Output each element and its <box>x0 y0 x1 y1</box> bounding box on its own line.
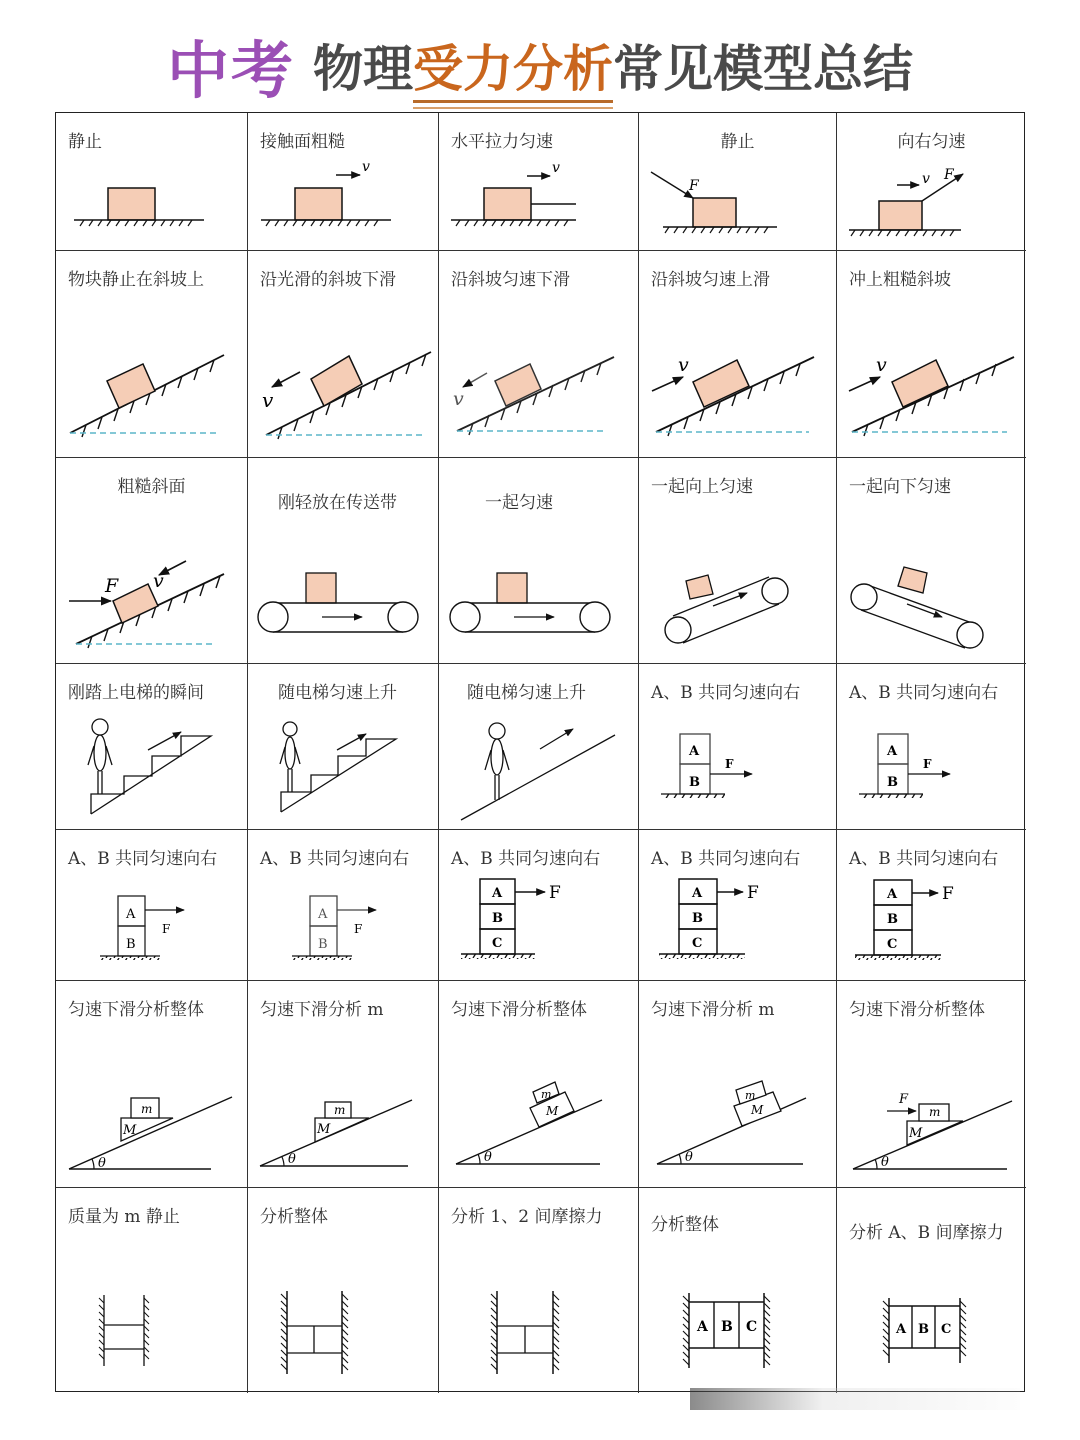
cell-r5c4 <box>639 830 837 981</box>
block-slide-down-figure <box>248 251 439 458</box>
svg-text:m: m <box>541 1088 552 1101</box>
cell-label: 分析 1、2 间摩擦力 <box>451 1207 603 1227</box>
svg-text:F: F <box>899 1092 909 1107</box>
cell-label: 分析 A、B 间摩擦力 <box>849 1223 1004 1243</box>
svg-text:F: F <box>923 757 932 771</box>
m-on-M-tilted-figure <box>639 981 837 1188</box>
escalator-direction-arrow-icon <box>540 729 573 749</box>
svg-text:F: F <box>549 883 561 903</box>
cell-label: 刚踏上电梯的瞬间 <box>68 683 204 703</box>
svg-text:θ: θ <box>881 1155 889 1170</box>
cell-r1c4 <box>639 113 837 251</box>
cell-label: 随电梯匀速上升 <box>467 683 586 703</box>
velocity-arrow-icon <box>463 373 487 387</box>
ABC-between-walls-figure <box>837 1188 1026 1393</box>
person-on-escalator-figure <box>248 664 439 830</box>
svg-text:B: B <box>318 937 328 952</box>
cell-label: 分析整体 <box>651 1215 719 1235</box>
svg-text:F: F <box>725 757 734 771</box>
svg-text:B: B <box>721 1319 733 1335</box>
svg-text:A: A <box>887 887 898 902</box>
cell-label: 静止 <box>68 132 102 152</box>
cell-label: 质量为 m 静止 <box>68 1207 180 1227</box>
cell-label: 一起向上匀速 <box>651 477 753 497</box>
block-pulled-up-figure <box>837 113 1026 251</box>
block-rush-up-figure <box>837 251 1026 458</box>
svg-text:A: A <box>887 744 898 759</box>
stacked-AB-figure <box>639 664 837 830</box>
cell-label: A、B 共同匀速向右 <box>651 683 801 703</box>
stacked-AB-figure <box>837 664 1026 830</box>
cell-label: 一起匀速 <box>485 493 553 513</box>
cell-label: A、B 共同匀速向右 <box>849 683 999 703</box>
ABC-between-walls-figure <box>639 1188 837 1393</box>
svg-text:M: M <box>909 1126 923 1141</box>
svg-text:B: B <box>126 937 136 952</box>
svg-text:v: v <box>262 388 274 412</box>
svg-text:F: F <box>689 178 699 194</box>
svg-text:M: M <box>751 1103 764 1117</box>
person-on-ramp-figure <box>439 664 639 830</box>
svg-text:m: m <box>745 1089 756 1102</box>
cell-r2c4 <box>639 251 837 458</box>
downward-conveyor-figure <box>837 458 1026 664</box>
cell-r1c1 <box>56 113 248 251</box>
block-rope-figure <box>439 113 639 251</box>
stacked-AB-force-on-A-figure <box>56 830 248 981</box>
m-on-M-with-force-figure <box>837 981 1026 1188</box>
cell-label: 接触面粗糙 <box>260 132 345 152</box>
svg-text:θ: θ <box>484 1150 492 1165</box>
cell-r4c5 <box>837 664 1026 830</box>
svg-text:v: v <box>153 570 164 592</box>
svg-text:v: v <box>678 354 689 376</box>
cell-label: 静止 <box>720 132 755 152</box>
cell-r3c1 <box>56 458 248 664</box>
block-velocity-right-figure <box>248 113 439 251</box>
m-on-M-incline-figure <box>248 981 439 1188</box>
svg-text:θ: θ <box>685 1150 693 1165</box>
escalator-direction-arrow-icon <box>148 732 181 750</box>
svg-text:C: C <box>746 1319 758 1335</box>
cell-label: A、B 共同匀速向右 <box>849 849 999 869</box>
svg-text:F: F <box>162 922 171 936</box>
block-slide-up-figure <box>639 251 837 458</box>
cell-label: 物块静止在斜坡上 <box>68 270 204 290</box>
svg-text:v: v <box>453 388 464 410</box>
cell-r3c4 <box>639 458 837 664</box>
cell-r6c2 <box>248 981 439 1188</box>
svg-text:B: B <box>887 912 898 927</box>
cell-r7c4 <box>639 1188 837 1393</box>
horizontal-conveyor-figure <box>439 458 639 664</box>
block-on-incline-figure <box>56 251 248 458</box>
two-blocks-between-walls-figure <box>248 1188 439 1393</box>
title-rest: 常见模型总结 <box>613 40 913 98</box>
cell-r3c2 <box>248 458 439 664</box>
svg-text:B: B <box>492 911 503 926</box>
svg-text:A: A <box>126 907 136 922</box>
cell-r1c2 <box>248 113 439 251</box>
cell-r6c4 <box>639 981 837 1188</box>
svg-text:θ: θ <box>98 1156 106 1171</box>
cell-r6c5 <box>837 981 1026 1188</box>
cell-r6c3 <box>439 981 639 1188</box>
cell-r3c3 <box>439 458 639 664</box>
svg-text:B: B <box>689 775 700 790</box>
page-title <box>0 22 1080 108</box>
m-on-M-incline-figure <box>56 981 248 1188</box>
velocity-arrow-icon <box>849 377 880 391</box>
svg-text:M: M <box>317 1122 331 1137</box>
cell-label: 随电梯匀速上升 <box>278 683 397 703</box>
cell-r5c3 <box>439 830 639 981</box>
block-on-ground-figure <box>56 113 248 251</box>
svg-text:C: C <box>887 937 898 952</box>
svg-text:v: v <box>876 354 887 376</box>
stacked-ABC-figure <box>639 830 837 981</box>
cell-r2c5 <box>837 251 1026 458</box>
cell-label: 沿光滑的斜坡下滑 <box>260 270 396 290</box>
cell-r4c1 <box>56 664 248 830</box>
svg-text:B: B <box>887 775 898 790</box>
svg-text:m: m <box>929 1105 941 1119</box>
horizontal-conveyor-figure <box>248 458 439 664</box>
svg-text:F: F <box>747 883 759 903</box>
svg-text:m: m <box>334 1103 346 1117</box>
title-exam: 中考 <box>166 33 295 107</box>
upward-conveyor-figure <box>639 458 837 664</box>
cell-r5c5 <box>837 830 1026 981</box>
cell-r7c5 <box>837 1188 1026 1393</box>
svg-text:v: v <box>362 159 370 175</box>
svg-text:F: F <box>942 884 954 904</box>
block-pushed-figure <box>639 113 837 251</box>
two-blocks-between-walls-figure <box>439 1188 639 1393</box>
svg-text:C: C <box>941 1322 952 1337</box>
cell-label: 沿斜坡匀速上滑 <box>651 270 770 290</box>
cell-label: 匀速下滑分析整体 <box>849 1000 985 1020</box>
cell-label: 冲上粗糙斜坡 <box>849 270 951 290</box>
svg-text:M: M <box>546 1104 559 1118</box>
cell-label: 粗糙斜面 <box>117 477 186 497</box>
cell-r1c5 <box>837 113 1026 251</box>
svg-text:A: A <box>692 886 703 901</box>
title-subject: 物理 <box>313 40 413 98</box>
cell-r7c3 <box>439 1188 639 1393</box>
cell-label: 一起向下匀速 <box>849 477 951 497</box>
cell-label: A、B 共同匀速向右 <box>651 849 801 869</box>
block-uniform-down-figure <box>439 251 639 458</box>
svg-text:B: B <box>692 911 703 926</box>
cell-label: A、B 共同匀速向右 <box>451 849 601 869</box>
velocity-arrow-icon <box>652 377 683 391</box>
svg-text:C: C <box>492 936 503 951</box>
svg-text:F: F <box>354 922 363 936</box>
cell-label: 匀速下滑分析 m <box>651 1000 775 1020</box>
velocity-arrow-icon <box>272 372 300 387</box>
cell-r6c1 <box>56 981 248 1188</box>
svg-text:v: v <box>922 171 930 187</box>
stacked-ABC-figure <box>837 830 1026 981</box>
cell-label: 刚轻放在传送带 <box>278 493 397 513</box>
cell-r2c3 <box>439 251 639 458</box>
cell-label: 分析整体 <box>260 1207 328 1227</box>
cell-r5c1 <box>56 830 248 981</box>
svg-text:C: C <box>692 936 703 951</box>
svg-text:θ: θ <box>288 1152 296 1167</box>
cell-label: 匀速下滑分析整体 <box>68 1000 204 1020</box>
cell-label: A、B 共同匀速向右 <box>260 849 410 869</box>
watermark-overlay <box>690 1388 1020 1410</box>
belt-direction-arrow-icon <box>713 593 747 606</box>
cell-label: 匀速下滑分析整体 <box>451 1000 587 1020</box>
person-on-escalator-figure <box>56 664 248 830</box>
stacked-AB-force-on-A-figure <box>248 830 439 981</box>
model-table <box>55 112 1025 1392</box>
stacked-ABC-figure <box>439 830 639 981</box>
cell-r4c4 <box>639 664 837 830</box>
svg-text:M: M <box>123 1123 137 1138</box>
cell-r4c3 <box>439 664 639 830</box>
incline-horizontal-force-figure <box>56 458 248 664</box>
svg-text:F: F <box>105 575 119 597</box>
svg-text:F: F <box>944 167 954 183</box>
cell-r1c3 <box>439 113 639 251</box>
cell-r3c5 <box>837 458 1026 664</box>
m-on-M-tilted-figure <box>439 981 639 1188</box>
svg-text:v: v <box>552 160 560 176</box>
svg-text:A: A <box>492 886 503 901</box>
cell-r7c1 <box>56 1188 248 1393</box>
cell-r7c2 <box>248 1188 439 1393</box>
cell-label: 沿斜坡匀速下滑 <box>451 270 570 290</box>
cell-r2c2 <box>248 251 439 458</box>
cell-r2c1 <box>56 251 248 458</box>
svg-text:B: B <box>918 1322 929 1337</box>
cell-label: 水平拉力匀速 <box>451 132 553 152</box>
svg-text:A: A <box>896 1322 907 1337</box>
cell-r4c2 <box>248 664 439 830</box>
title-highlight: 受力分析 <box>413 29 613 101</box>
cell-label: A、B 共同匀速向右 <box>68 849 218 869</box>
svg-text:A: A <box>318 907 328 922</box>
cell-r5c2 <box>248 830 439 981</box>
svg-text:A: A <box>689 744 700 759</box>
block-between-walls-figure <box>56 1188 248 1393</box>
force-arrow-icon <box>651 172 693 198</box>
svg-text:A: A <box>697 1319 708 1335</box>
escalator-direction-arrow-icon <box>337 734 366 750</box>
cell-label: 向右匀速 <box>897 132 966 152</box>
cell-label: 匀速下滑分析 m <box>260 1000 384 1020</box>
svg-text:m: m <box>141 1102 153 1116</box>
